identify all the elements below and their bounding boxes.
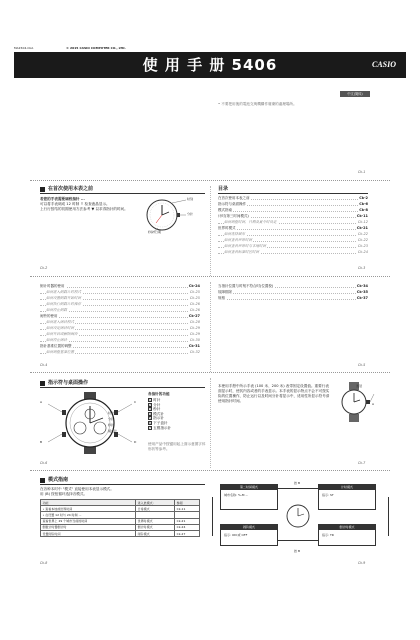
mode-box-title: 倒计时模式 [319,525,375,530]
legend-item: 3 秒针 [149,407,161,412]
p2-line-2: 可以将手表调成 12 时制 ↑ 检查液晶显示。 [40,202,110,206]
flow-arrow [278,540,318,541]
toc-item[interactable]: 模式指南 Ck-8 [218,208,368,212]
mode-table [40,499,200,537]
toc-item[interactable]: 计时(第三时间模式) Ck-11 [218,214,368,218]
column-separator [210,186,211,276]
p8-intro-1: 在各种本时中 "模式" 直接使用本表显示模式。 [40,487,114,491]
toc-item[interactable]: 闹铃的使用 Ck-27 [40,314,200,318]
column-separator [210,378,211,468]
flow-arrow [212,497,213,536]
language-badge: 中文(简体) [340,91,370,97]
page-number-3: Ck-3 [358,266,366,270]
toc-item[interactable]: 当指针位置与时刻不符合时(位置校) Ck-34 [218,284,368,288]
page-number-7: Ck-7 [358,461,366,465]
hand-label-hour: 时针 [108,411,115,415]
toc-list-3 [218,284,368,304]
page-number-4: Ck-4 [40,363,48,367]
page-separator [30,372,390,373]
button-label-c: C [134,400,137,404]
toc-item[interactable]: 规格 Ck-37 [218,296,368,300]
flow-arrow [388,497,389,536]
toc-subitem[interactable]: 如何选择城市 Ck-22 [218,232,368,237]
casio-logo: CASIO [371,60,396,69]
mode-box-title: 计时模式 [319,485,375,490]
toc-subitem[interactable]: 如何查看标准时区时间 Ck-24 [218,250,368,255]
button-label-d: D [134,440,137,444]
page-number-1: Ck-1 [358,170,366,174]
toc-item[interactable]: 世界时模式 Ck-21 [218,226,368,230]
legend-item: 7 五模指示针 [149,425,172,430]
toc-title: 目录 [218,186,229,192]
table-row: • 在设置 12 时与 24 时制 ... [41,512,200,518]
page-separator [30,276,390,277]
toc-item[interactable]: 倒计时器的使用 Ck-24 [40,284,200,288]
crown-label: 表冠 [356,384,363,388]
toc-subitem[interactable]: 如何查看世界时间 Ck-22 [218,238,368,243]
section-title: 指示符与桌面操作 [48,380,89,386]
toc-item[interactable]: 在首次使用本表之前 Ck-2 [218,196,368,200]
page-number-6: Ck-6 [40,461,48,465]
section-toc [218,186,368,193]
mode-box-title: 闹铃模式 [221,525,277,530]
legend-item: 6 下子盘针 [149,420,168,425]
section-bullet [40,381,45,386]
table-row: 查看世界上 29 个城市当前的时间 世界时模式 Ck-21 [41,518,200,524]
manual-title: 使 用 手 册 5406 [142,56,278,74]
table-row: • 查看本地或世界时间 日常模式 Ck-11 [41,506,200,512]
callout-minute: 分针 [187,212,194,216]
toc-item[interactable]: 故障排除 Ck-35 [218,290,368,294]
p1-note: • 不要把用後的電池交與機構作廢棄的處理場所。 [218,102,297,106]
column-header: 功能 [41,500,136,506]
p7-paragraph: 本使用手册中所示手表 (100 米、200 米) 表带固定设置值。重要行表面显示时，使其内容或者的手表显示。本手表的显示特点不会不可按实际的位置操作，防止运行以及时间分针将显示中，适用性所显示符号请使用指针时间。 [218,384,330,403]
key-label-top: 按 B [294,481,301,485]
mode-box-note: 指示: ST [322,493,334,497]
key-label-bottom: 按 B [294,549,301,553]
toc-subitem[interactable]: 如何开启或解除闹铃 Ck-29 [40,332,200,337]
legend-item: 5 指示针 [149,416,164,421]
section-bullet [40,187,45,192]
p2-line-1: 若您的手表需要调校指针 ... [40,197,85,201]
mode-box-timekeeping [318,484,376,510]
toc-subitem[interactable]: 如何调整时间、日期及夏令时设定 Ck-12 [218,220,368,225]
column-separator [210,282,211,372]
mode-box-note: 指示: TR [322,533,334,537]
toc-item[interactable]: 指示符与桌面操作 Ck-6 [218,202,368,206]
toc-subitem[interactable]: 如何设定闹铃时间 Ck-29 [40,326,200,331]
mode-box-note: 城市名称: %-M ... [224,493,249,497]
toc-subitem[interactable]: 如何停止闹铃 Ck-30 [40,338,200,343]
button-label-a: A [40,400,43,404]
toc-subitem[interactable]: 如何查看世界时与本地时间 Ck-23 [218,244,368,249]
section-mode-guide [40,477,205,484]
toc-subitem[interactable]: 如何停止倒数 Ck-26 [40,308,200,313]
page-number-5: Ck-5 [358,363,366,367]
toc-list-1 [218,196,368,258]
page-separator [30,470,390,471]
mode-box-note: 指示: ON 或 OFF [224,533,248,537]
toc-subitem[interactable]: 如何设置倒数开始时间 Ck-25 [40,296,200,301]
hand-label-mode: 模式针 [108,429,118,433]
copyright: © 2015 CASIO COMPUTER CO., LTD. [66,46,126,50]
section-bullet [40,478,45,483]
hand-legend [148,398,208,430]
legend-item: 4 模式针 [149,411,164,416]
column-header: 进入此模式: [136,500,175,506]
legend-title: 各指针的功能 [148,392,170,396]
p2-line-3: 上行行按结的初期使用方法参考 ▼ 以求得指针的时间。 [40,207,128,211]
page-number-8: Ck-8 [40,561,48,565]
mode-box-title: 第二时间模式 [221,485,277,490]
callout-second: 秒针/日期 [148,230,162,234]
button-label-b: B [40,440,43,444]
mode-watch-thumbnail [284,492,312,540]
table-row: 倒数计时器倒计时 倒计时模式 Ck-24 [41,524,200,530]
manual-code: MA1504-CkA [14,46,34,50]
legend-item: 2 分针 [149,402,161,407]
toc-subitem[interactable]: 如何进入闹铃模式 Ck-28 [40,320,200,325]
page-separator [30,180,390,181]
hand-label-minute: 分针 [108,417,115,421]
legend-item: 1 时针 [149,398,161,402]
section-title: 模式指南 [48,477,69,483]
watch-crown-illustration [335,382,375,422]
section-indicators [40,380,205,387]
toc-subitem[interactable]: 如何执行倒数计时操作 Ck-26 [40,302,200,307]
watch-dial-diagram [40,392,140,454]
mode-box-alarm [220,524,278,546]
toc-list-2 [40,284,200,358]
table-row: 设置闹铃时间 闹铃模式 Ck-27 [41,530,200,536]
p6-note: 使用产品中按键用起上面示意图字体形状等参考。 [148,442,206,451]
column-header: 参阅 [175,500,200,506]
page-number-9: Ck-9 [358,561,366,565]
callout-hour: 时刻 [187,197,194,201]
mode-box-world-time [220,484,278,510]
title-banner [14,52,406,78]
p8-intro-2: 用 (B) 按钮循环选择各模式。 [40,492,88,496]
toc-subitem[interactable]: 如何进入倒数计时模式 Ck-25 [40,290,200,295]
hand-label-second: 秒针 [108,423,115,427]
button-a-label: A [372,402,375,406]
toc-item[interactable]: 指针基准位置的调整 Ck-31 [40,344,200,348]
toc-subitem[interactable]: 如何调整基准位置 Ck-32 [40,350,200,355]
flow-arrow [278,488,318,489]
section-title: 在首次使用本表之前 [48,186,94,192]
page-number-2: Ck-2 [40,266,48,270]
section-before-use [40,186,205,193]
mode-box-countdown [318,524,376,546]
